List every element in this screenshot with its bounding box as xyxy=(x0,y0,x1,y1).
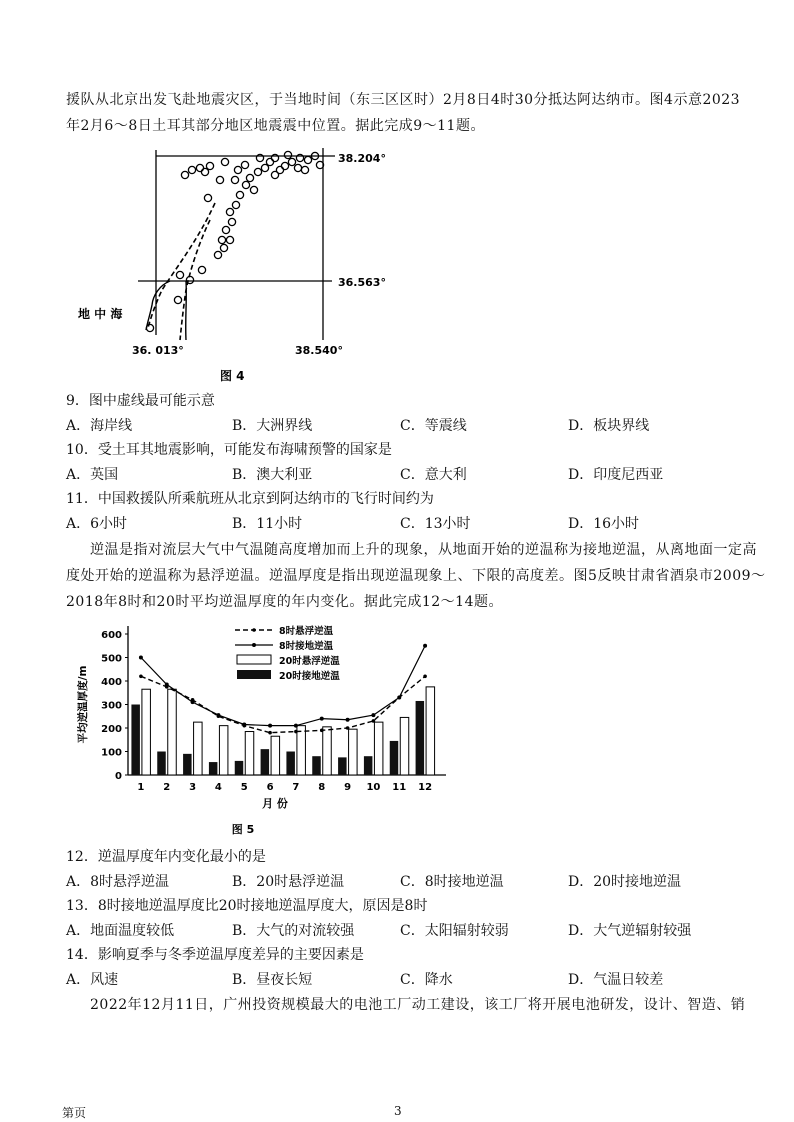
legend-swatch xyxy=(237,670,271,679)
point-8h-suspended xyxy=(372,719,376,723)
point-8h-suspended xyxy=(165,685,169,689)
x-tick-label: 9 xyxy=(344,782,352,793)
epicenter-marker xyxy=(241,161,248,168)
bar-20h-suspended xyxy=(400,717,409,775)
point-8h-suspended xyxy=(191,698,195,702)
point-8h-ground xyxy=(320,717,324,721)
x-tick-label: 2 xyxy=(163,782,171,793)
bar-20h-ground xyxy=(364,756,373,775)
legend-swatch xyxy=(252,628,256,632)
epicenter-marker xyxy=(242,181,249,188)
bar-20h-suspended xyxy=(194,722,203,775)
y-tick-label: 0 xyxy=(115,771,122,782)
epicenter-marker xyxy=(226,208,233,215)
epicenter-marker xyxy=(288,158,295,165)
option-a: A．8时悬浮逆温 xyxy=(66,874,170,890)
bar-20h-suspended xyxy=(374,722,383,775)
option-b: B．大气的对流较强 xyxy=(232,923,355,939)
x-tick-label: 7 xyxy=(292,782,300,793)
x-tick-label: 10 xyxy=(366,782,381,793)
x-tick-label: 5 xyxy=(240,782,248,793)
epicenter-marker xyxy=(176,271,183,278)
option-a: A．6小时 xyxy=(66,516,128,532)
question-stem: 12．逆温厚度年内变化最小的是 xyxy=(66,849,266,865)
figure-5-caption: 图 5 xyxy=(231,823,255,836)
footer-left: 第页 xyxy=(62,1106,87,1120)
bar-20h-ground xyxy=(183,754,192,775)
option-d: D．板块界线 xyxy=(568,418,650,434)
x-tick-label: 8 xyxy=(318,782,326,793)
y-tick-label: 600 xyxy=(101,630,122,641)
x-tick-label: 6 xyxy=(266,782,274,793)
epicenter-marker xyxy=(234,166,241,173)
sea-label: 地 中 海 xyxy=(78,307,123,321)
epicenter-marker xyxy=(218,236,225,243)
bar-20h-ground xyxy=(157,752,166,776)
epicenter-marker xyxy=(181,171,188,178)
epicenter-marker xyxy=(222,226,229,233)
option-d: D．印度尼西亚 xyxy=(568,467,664,483)
bar-20h-ground xyxy=(131,705,140,776)
point-8h-suspended xyxy=(139,675,143,679)
figure-5-chart xyxy=(70,620,460,840)
bar-20h-ground xyxy=(209,762,218,775)
x-tick-label: 11 xyxy=(392,782,407,793)
epicenter-marker xyxy=(281,162,288,169)
option-a: A．风速 xyxy=(66,972,119,988)
x-tick-label: 3 xyxy=(189,782,197,793)
point-8h-suspended xyxy=(320,729,324,733)
lat-mid-label: 36.563° xyxy=(338,276,386,289)
option-b: B．11小时 xyxy=(232,516,303,532)
y-tick-label: 300 xyxy=(101,700,122,712)
option-b: B．20时悬浮逆温 xyxy=(232,874,345,890)
epicenter-marker xyxy=(216,176,223,183)
lon-right-label: 38.540° xyxy=(295,344,343,357)
passage2-line-1: 逆温是指对流层大气中气温随高度增加而上升的现象，从地面开始的逆温称为接地逆温，从离地面一定高 xyxy=(90,542,757,558)
epicenter-marker xyxy=(266,158,273,165)
legend-swatch xyxy=(252,643,256,647)
option-d: D．20时接地逆温 xyxy=(568,874,682,890)
lon-left-label: 36. 013° xyxy=(132,344,184,357)
option-c: C．等震线 xyxy=(400,418,467,434)
y-tick-label: 400 xyxy=(101,677,122,688)
x-tick-label: 1 xyxy=(137,782,145,793)
option-c: C．降水 xyxy=(400,972,453,988)
bar-20h-suspended xyxy=(297,726,306,775)
option-c: C．意大利 xyxy=(400,467,467,483)
epicenter-marker xyxy=(201,168,208,175)
x-axis-label: 月 份 xyxy=(262,797,288,810)
question-stem: 10．受土耳其地震影响，可能发布海啸预警的国家是 xyxy=(66,442,392,458)
question-stem: 14．影响夏季与冬季逆温厚度差异的主要因素是 xyxy=(66,947,364,963)
legend-label: 20时悬浮逆温 xyxy=(279,656,340,667)
epicenter-marker xyxy=(284,151,291,158)
option-b: B．澳大利亚 xyxy=(232,467,313,483)
option-a: A．地面温度较低 xyxy=(66,923,175,939)
option-a: A．英国 xyxy=(66,467,119,483)
point-8h-ground xyxy=(346,718,350,722)
option-d: D．大气逆辐射较强 xyxy=(568,923,692,939)
passage3-line-1: 2022年12月11日，广州投资规模最大的电池工厂动工建设，该工厂将开展电池研发，设计、智造、销 xyxy=(90,997,746,1013)
bar-20h-suspended xyxy=(271,736,280,775)
point-8h-ground xyxy=(371,713,375,717)
question-stem: 9．图中虚线最可能示意 xyxy=(66,393,215,409)
epicenter-marker xyxy=(261,164,268,171)
x-tick-label: 4 xyxy=(214,782,222,793)
point-8h-suspended xyxy=(423,675,427,679)
point-8h-ground xyxy=(294,724,298,728)
point-8h-ground xyxy=(139,656,143,660)
passage2-line-3: 2018年8时和20时平均逆温厚度的年内变化。据此完成12～14题。 xyxy=(66,594,503,610)
option-c: C．太阳辐射较弱 xyxy=(400,923,509,939)
bar-20h-ground xyxy=(286,752,295,776)
option-d: D．16小时 xyxy=(568,516,640,532)
epicenter-marker xyxy=(228,218,235,225)
point-8h-suspended xyxy=(397,696,401,700)
y-tick-label: 100 xyxy=(101,747,122,759)
epicenter-marker xyxy=(196,164,203,171)
lat-top-label: 38.204° xyxy=(338,152,386,165)
bar-20h-suspended xyxy=(245,732,254,775)
epicenter-marker xyxy=(231,176,238,183)
epicenter-marker xyxy=(204,194,211,201)
y-axis-label: 平均逆温厚度/m xyxy=(77,665,89,744)
option-b: B．昼夜长短 xyxy=(232,972,313,988)
point-8h-suspended xyxy=(294,730,298,734)
epicenter-marker xyxy=(220,244,227,251)
bar-20h-ground xyxy=(416,701,425,775)
bar-20h-ground xyxy=(338,757,347,775)
point-8h-suspended xyxy=(346,726,350,730)
legend-label: 8时接地逆温 xyxy=(279,641,334,652)
y-tick-label: 500 xyxy=(101,653,122,665)
option-c: C．13小时 xyxy=(400,516,471,532)
legend-swatch xyxy=(237,655,271,664)
option-c: C．8时接地逆温 xyxy=(400,874,504,890)
epicenter-marker xyxy=(146,324,153,331)
bar-20h-suspended xyxy=(426,687,435,775)
intro-line-1: 援队从北京出发飞赴地震灾区，于当地时间（东三区区时）2月8日4时30分抵达阿达纳市。图4示意2023 xyxy=(66,92,741,108)
bar-20h-suspended xyxy=(323,727,332,775)
epicenter-marker xyxy=(246,174,253,181)
epicenter-marker xyxy=(214,251,221,258)
question-stem: 11．中国救援队所乘航班从北京到阿达纳市的飞行时间约为 xyxy=(66,491,434,507)
option-b: B．大洲界线 xyxy=(232,418,313,434)
epicenter-marker xyxy=(232,201,239,208)
bar-20h-suspended xyxy=(168,689,177,775)
option-a: A．海岸线 xyxy=(66,418,133,434)
epicenter-marker xyxy=(304,156,311,163)
epicenter-marker xyxy=(198,266,205,273)
figure-4-map xyxy=(60,140,386,390)
epicenter-marker xyxy=(250,186,257,193)
y-tick-label: 200 xyxy=(101,724,122,735)
intro-line-2: 年2月6～8日土耳其部分地区地震震中位置。据此完成9～11题。 xyxy=(66,118,485,134)
epicenter-marker xyxy=(294,164,301,171)
epicenter-marker xyxy=(221,158,228,165)
epicenter-marker xyxy=(188,166,195,173)
bar-20h-ground xyxy=(390,741,399,775)
point-8h-suspended xyxy=(217,714,221,718)
epicenter-marker xyxy=(254,168,261,175)
question-stem: 13．8时接地逆温厚度比20时接地逆温厚度大，原因是8时 xyxy=(66,898,428,914)
page-number: 3 xyxy=(394,1104,402,1118)
epicenter-marker xyxy=(236,191,243,198)
bar-20h-suspended xyxy=(142,689,151,775)
legend-label: 8时悬浮逆温 xyxy=(279,626,334,637)
epicenter-marker xyxy=(301,166,308,173)
bar-20h-suspended xyxy=(349,729,358,775)
legend-label: 20时接地逆温 xyxy=(279,671,340,682)
x-tick-label: 12 xyxy=(418,782,433,793)
point-8h-ground xyxy=(268,724,272,728)
bar-20h-ground xyxy=(235,761,244,775)
figure-4-caption: 图 4 xyxy=(220,369,245,383)
epicenter-marker xyxy=(206,162,213,169)
bar-20h-ground xyxy=(312,756,321,775)
epicenter-marker xyxy=(174,296,181,303)
point-8h-suspended xyxy=(268,731,272,735)
point-8h-ground xyxy=(423,644,427,648)
epicenter-marker xyxy=(276,166,283,173)
option-d: D．气温日较差 xyxy=(568,972,664,988)
point-8h-suspended xyxy=(242,724,246,728)
epicenter-marker xyxy=(226,236,233,243)
passage2-line-2: 度处开始的逆温称为悬浮逆温。逆温厚度是指出现逆温现象上、下限的高度差。图5反映甘肃省酒泉市2009～ xyxy=(66,568,766,584)
bar-20h-ground xyxy=(261,749,270,775)
bar-20h-suspended xyxy=(219,726,228,775)
